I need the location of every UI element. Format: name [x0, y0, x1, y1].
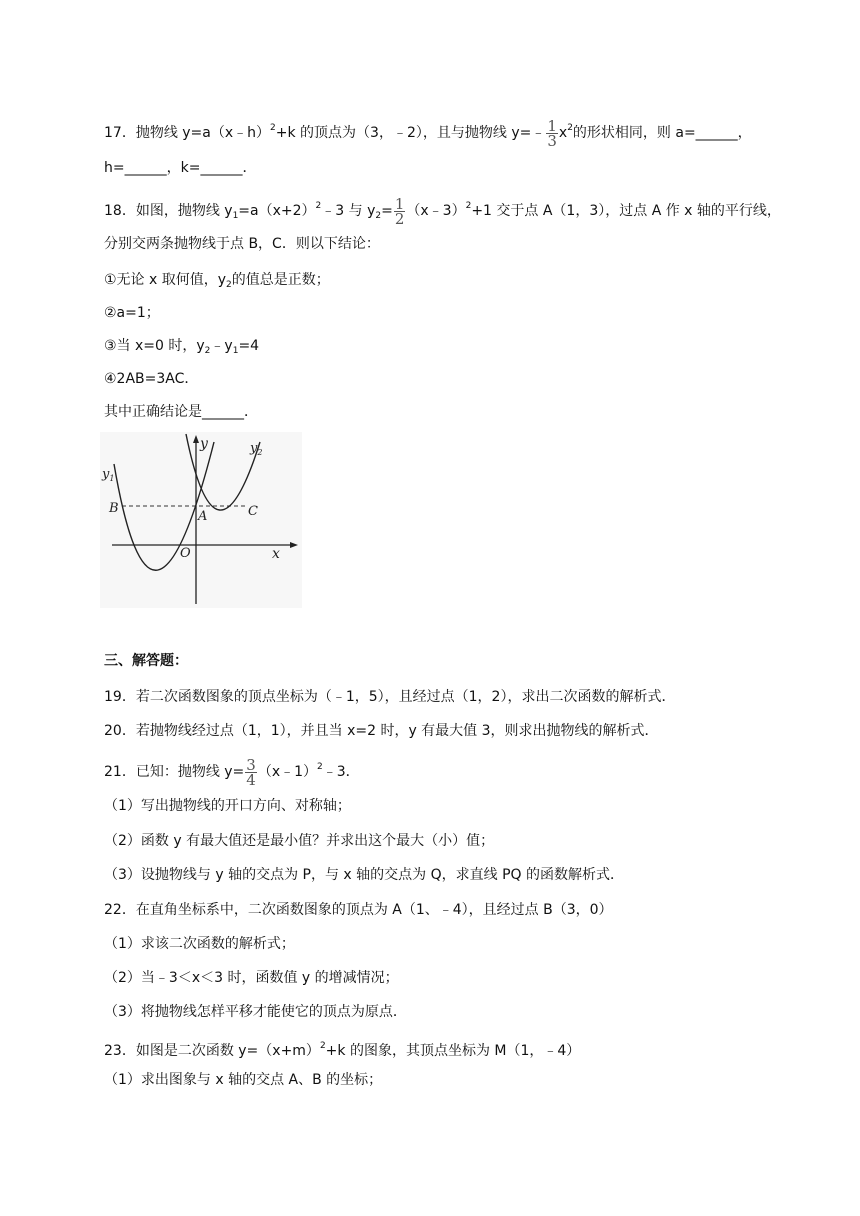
q18-c1-sub: 2	[226, 280, 232, 290]
q17-fraction: $\frac{1}{3}$	[547, 116, 557, 150]
q21-sub-3: （3）设抛物线与 y 轴的交点为 P，与 x 轴的交点为 Q，求直线 PQ 的函数解析式．	[104, 867, 625, 883]
q22-sub-2: （2）当﹣3＜x＜3 时，函数值 y 的增减情况；	[104, 970, 399, 986]
section-title: 三、解答题：	[104, 653, 188, 669]
q18-text-b: =a（x+2）	[238, 203, 316, 219]
q21-fraction: $\frac{3}{4}$	[246, 755, 256, 789]
q21-sub-2: （2）函数 y 有最大值还是最小值？并求出这个最大（小）值；	[104, 833, 495, 849]
q17-text-c: x	[558, 125, 568, 141]
q23-text-a: 23．如图是二次函数 y=（x+m）	[104, 1043, 320, 1059]
q18-line1	[104, 194, 781, 228]
label-y-axis: y	[200, 436, 208, 452]
q17-exp-a: 2	[270, 123, 276, 133]
q21-sub-1: （1）写出抛物线的开口方向、对称轴；	[104, 798, 351, 814]
q18-c3-text-b: ﹣y	[210, 338, 233, 354]
q18-exp-2: 2	[465, 201, 472, 211]
q18-c3-sub-1: 2	[204, 346, 211, 356]
q21-text-b: （x﹣1）	[257, 764, 318, 780]
q20-text: 20．若抛物线经过点（1，1），并且当 x=2 时，y 有最大值 3，则求出抛物线的解析式．	[104, 723, 659, 739]
q23-line1	[104, 1036, 580, 1058]
q18-fraction: $\frac{1}{2}$	[394, 194, 405, 228]
q17-text-a: 17．抛物线 y=a（x﹣h）	[104, 125, 271, 141]
label-point-b: B	[109, 501, 119, 516]
label-point-a: A	[198, 509, 208, 524]
q17-exp-b: 2	[567, 123, 573, 133]
q17-line1	[104, 116, 752, 150]
q19-text: 19．若二次函数图象的顶点坐标为（﹣1，5），且经过点（1，2），求出二次函数的解析式．	[104, 689, 676, 705]
q18-c3-sub-2: 1	[232, 346, 239, 356]
label-y2: $y_2$	[250, 441, 263, 457]
q21-text-c: ﹣3．	[322, 764, 360, 780]
q18-sub-2: 2	[375, 211, 382, 221]
q23-text-b: +k 的图象，其顶点坐标为 M（1，﹣4）	[325, 1043, 581, 1059]
q18-c1-text-a: ①无论 x 取何值，y	[104, 272, 227, 288]
q22-sub-3: （3）将抛物线怎样平移才能使它的顶点为原点．	[104, 1004, 407, 1020]
q18-conclusion-1	[104, 270, 330, 292]
q17-line2: h=______，k=______．	[104, 160, 257, 176]
q18-question: 其中正确结论是______．	[104, 404, 258, 420]
q17-text-b: +k 的顶点为（3，﹣2），且与抛物线 y=﹣	[275, 125, 546, 141]
q22-text: 22．在直角坐标系中，二次函数图象的顶点为 A（1、﹣4），且经过点 B（3，0）	[104, 902, 613, 918]
label-y1: $y_1$	[102, 467, 115, 483]
label-origin: O	[180, 546, 191, 561]
parabola-figure	[100, 432, 302, 608]
q18-line2: 分别交两条抛物线于点 B，C．则以下结论：	[104, 236, 380, 252]
q18-sub-1: 1	[232, 211, 239, 221]
q18-text-c: ﹣3 与 y	[321, 203, 376, 219]
q23-sub-1: （1）求出图象与 x 轴的交点 A、B 的坐标；	[104, 1072, 383, 1088]
q18-text-d: =	[381, 203, 393, 219]
q18-c3-text-c: =4	[238, 338, 260, 354]
label-x-axis: x	[272, 546, 280, 562]
q21-text-a: 21．已知：抛物线 y=	[104, 764, 245, 780]
q23-exp: 2	[319, 1041, 326, 1051]
q18-conclusion-2: ②a=1；	[104, 305, 160, 321]
q18-text-a: 18．如图，抛物线 y	[104, 203, 233, 219]
q18-exp-1: 2	[315, 201, 322, 211]
q18-c1-text-b: 的值总是正数；	[231, 272, 330, 288]
q18-text-e: （x﹣3）	[406, 203, 466, 219]
q18-c3-text-a: ③当 x=0 时，y	[104, 338, 205, 354]
q21-exp: 2	[317, 762, 323, 772]
q22-sub-1: （1）求该二次函数的解析式；	[104, 936, 295, 952]
q17-text-d: 的形状相同，则 a=______，	[572, 125, 752, 141]
q21-line1	[104, 755, 360, 789]
q18-conclusion-4: ④2AB=3AC．	[104, 371, 199, 387]
q18-conclusion-3	[104, 336, 259, 358]
q18-text-f: +1 交于点 A（1，3），过点 A 作 x 轴的平行线，	[471, 203, 781, 219]
label-point-c: C	[248, 504, 258, 519]
